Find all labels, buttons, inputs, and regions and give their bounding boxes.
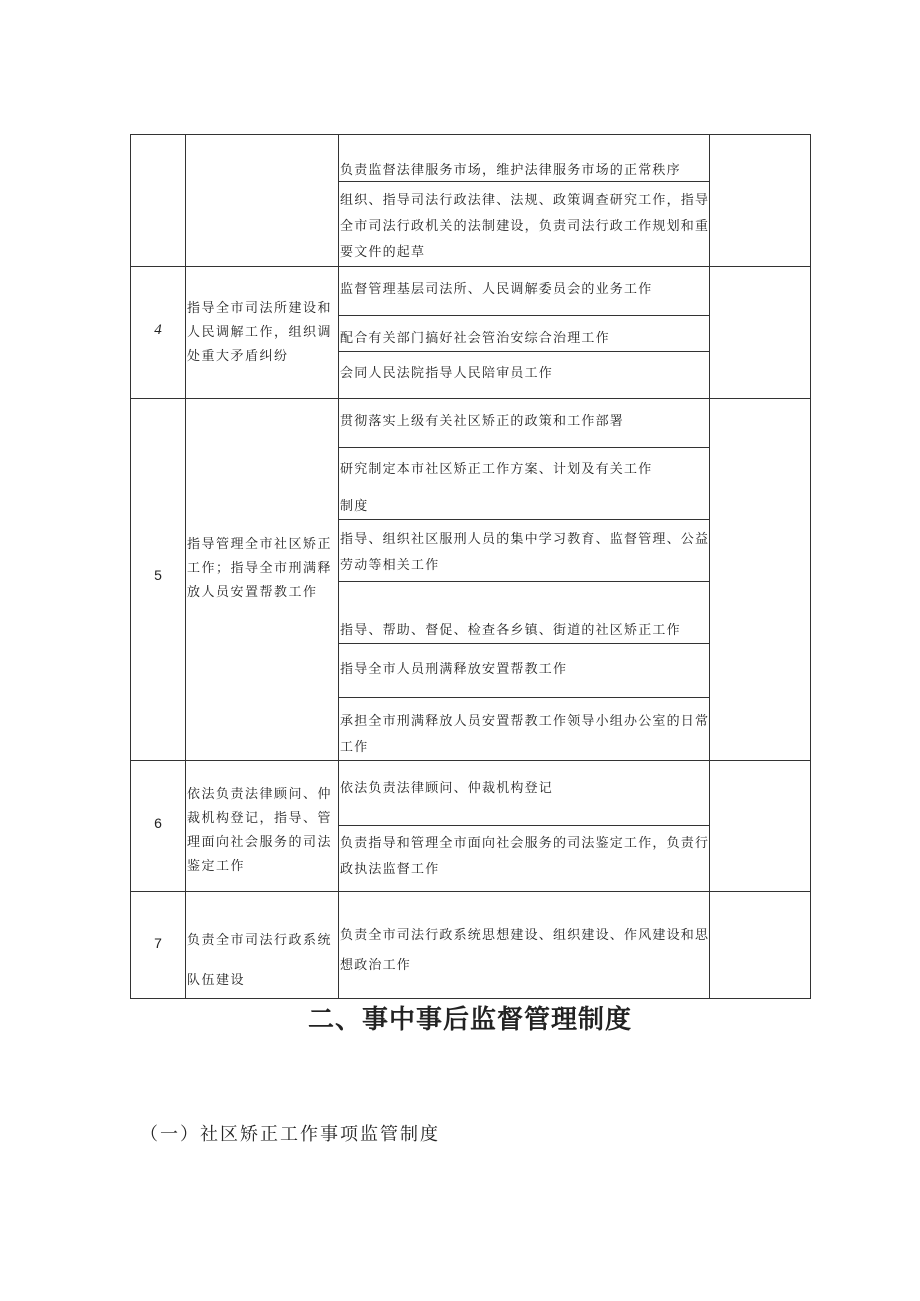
task-text: 指导管理全市社区矫正工作；指导全市刑满释放人员安置帮教工作 (187, 537, 333, 600)
detail-text: 指导全市人员刑满释放安置帮教工作 (340, 662, 568, 677)
subrow-divider (338, 447, 709, 448)
detail-text: 承担全市刑满释放人员安置帮教工作领导小组办公室的日常工作 (340, 714, 710, 755)
row-number: 7 (154, 935, 162, 951)
task-text: 指导全市司法所建设和人民调解工作，组织调处重大矛盾纠纷 (187, 301, 333, 364)
section-heading: 二、事中事后监督管理制度 (307, 1005, 632, 1035)
subrow-divider (338, 315, 709, 316)
row-divider (131, 398, 810, 399)
col-divider (338, 135, 339, 998)
row-divider (131, 266, 810, 267)
subrow-divider (338, 825, 709, 826)
detail-text: 负责全市司法行政系统思想建设、组织建设、作风建设和思想政治工作 (340, 928, 710, 973)
detail-text: 指导、组织社区服刑人员的集中学习教育、监督管理、公益劳动等相关工作 (340, 532, 710, 573)
detail-text: 负责指导和管理全市面向社会服务的司法鉴定工作，负责行政执法监督工作 (340, 836, 710, 877)
task-text: 依法负责法律顾问、仲裁机构登记，指导、管理面向社会服务的司法鉴定工作 (187, 787, 333, 874)
detail-text: 贯彻落实上级有关社区矫正的政策和工作部署 (340, 414, 625, 429)
task-text: 负责全市司法行政系统队伍建设 (187, 933, 333, 988)
row-number: 4 (154, 322, 162, 338)
detail-text: 配合有关部门搞好社会管治安综合治理工作 (340, 331, 610, 346)
detail-text: 指导、帮助、督促、检查各乡镇、街道的社区矫正工作 (340, 623, 681, 638)
col-divider (185, 135, 186, 998)
detail-text: 组织、指导司法行政法律、法规、政策调查研究工作，指导全市司法行政机关的法制建设，负责司法行政工作规划和重要文件的起草 (340, 193, 710, 260)
detail-text: 监督管理基层司法所、人民调解委员会的业务工作 (340, 282, 653, 297)
detail-text: 负责监督法律服务市场，维护法律服务市场的正常秩序 (340, 163, 681, 178)
row-divider (131, 891, 810, 892)
subrow-divider (338, 581, 709, 582)
row-number: 6 (154, 815, 162, 831)
row-number: 5 (154, 567, 162, 583)
subsection-heading: （一）社区矫正工作事项监管制度 (140, 1124, 440, 1145)
detail-text: 研究制定本市社区矫正工作方案、计划及有关工作 (340, 462, 653, 477)
detail-text: 会同人民法院指导人民陪审员工作 (340, 366, 554, 381)
detail-text: 依法负责法律顾问、仲裁机构登记 (340, 781, 554, 796)
subrow-divider (338, 697, 709, 698)
duty-table (130, 134, 811, 999)
detail-text: 制度 (340, 499, 369, 514)
